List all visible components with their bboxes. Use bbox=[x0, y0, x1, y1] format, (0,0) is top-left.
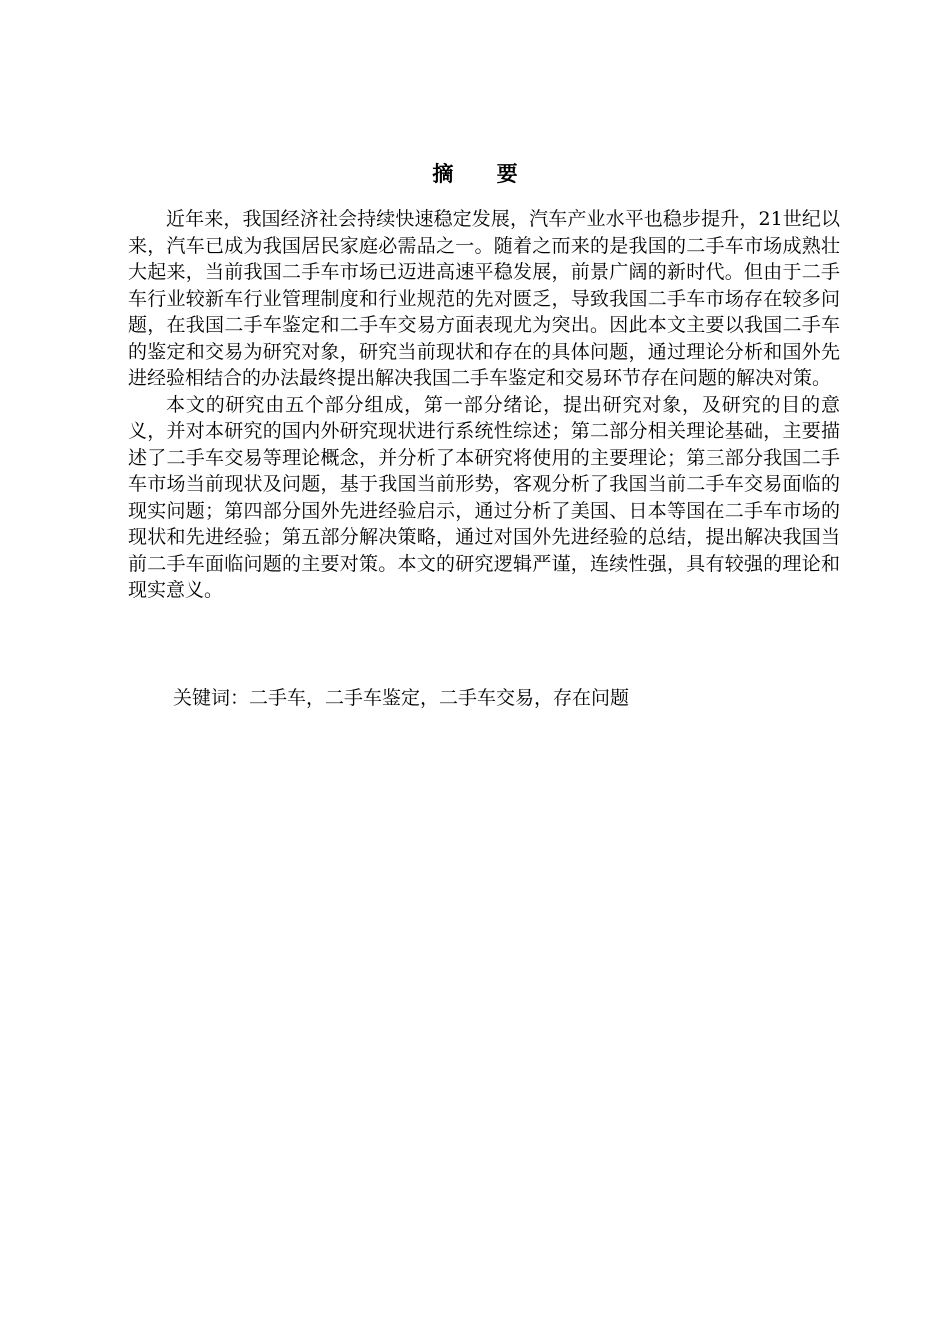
abstract-paragraph-2: 本文的研究由五个部分组成，第一部分绪论，提出研究对象，及研究的目的意义，并对本研究的国内外研究现状进行系统性综述；第二部分相关理论基础，主要描述了二手车交易等理论概念，并分析了本研究将使用的主要理论；第三部分我国二手车市场当前现状及问题，基于我国当前形势，客观分析了我国当前二手车交易面临的现实问题；第四部分国外先进经验启示，通过分析了美国、日本等国在二手车市场的现状和先进经验；第五部分解决策略，通过对国外先进经验的总结，提出解决我国当前二手车面临问题的主要对策。本文的研究逻辑严谨，连续性强，具有较强的理论和现实意义。 bbox=[128, 393, 840, 601]
abstract-paragraph-1: 近年来，我国经济社会持续快速稳定发展，汽车产业水平也稳步提升，21世纪以来，汽车已成为我国居民家庭必需品之一。随着之而来的是我国的二手车市场成熟壮大起来，当前我国二手车市场已迈进高速平稳发展，前景广阔的新时代。但由于二手车行业较新车行业管理制度和行业规范的先对匮乏，导致我国二手车市场存在较多问题，在我国二手车鉴定和二手车交易方面表现尤为突出。因此本文主要以我国二手车的鉴定和交易为研究对象，研究当前现状和存在的具体问题，通过理论分析和国外先进经验相结合的办法最终提出解决我国二手车鉴定和交易环节存在问题的解决对策。 bbox=[128, 208, 840, 389]
abstract-title: 摘 要 bbox=[432, 162, 536, 186]
abstract-body bbox=[128, 206, 840, 604]
keywords-line: 关键词：二手车，二手车鉴定，二手车交易，存在问题 bbox=[173, 687, 630, 709]
